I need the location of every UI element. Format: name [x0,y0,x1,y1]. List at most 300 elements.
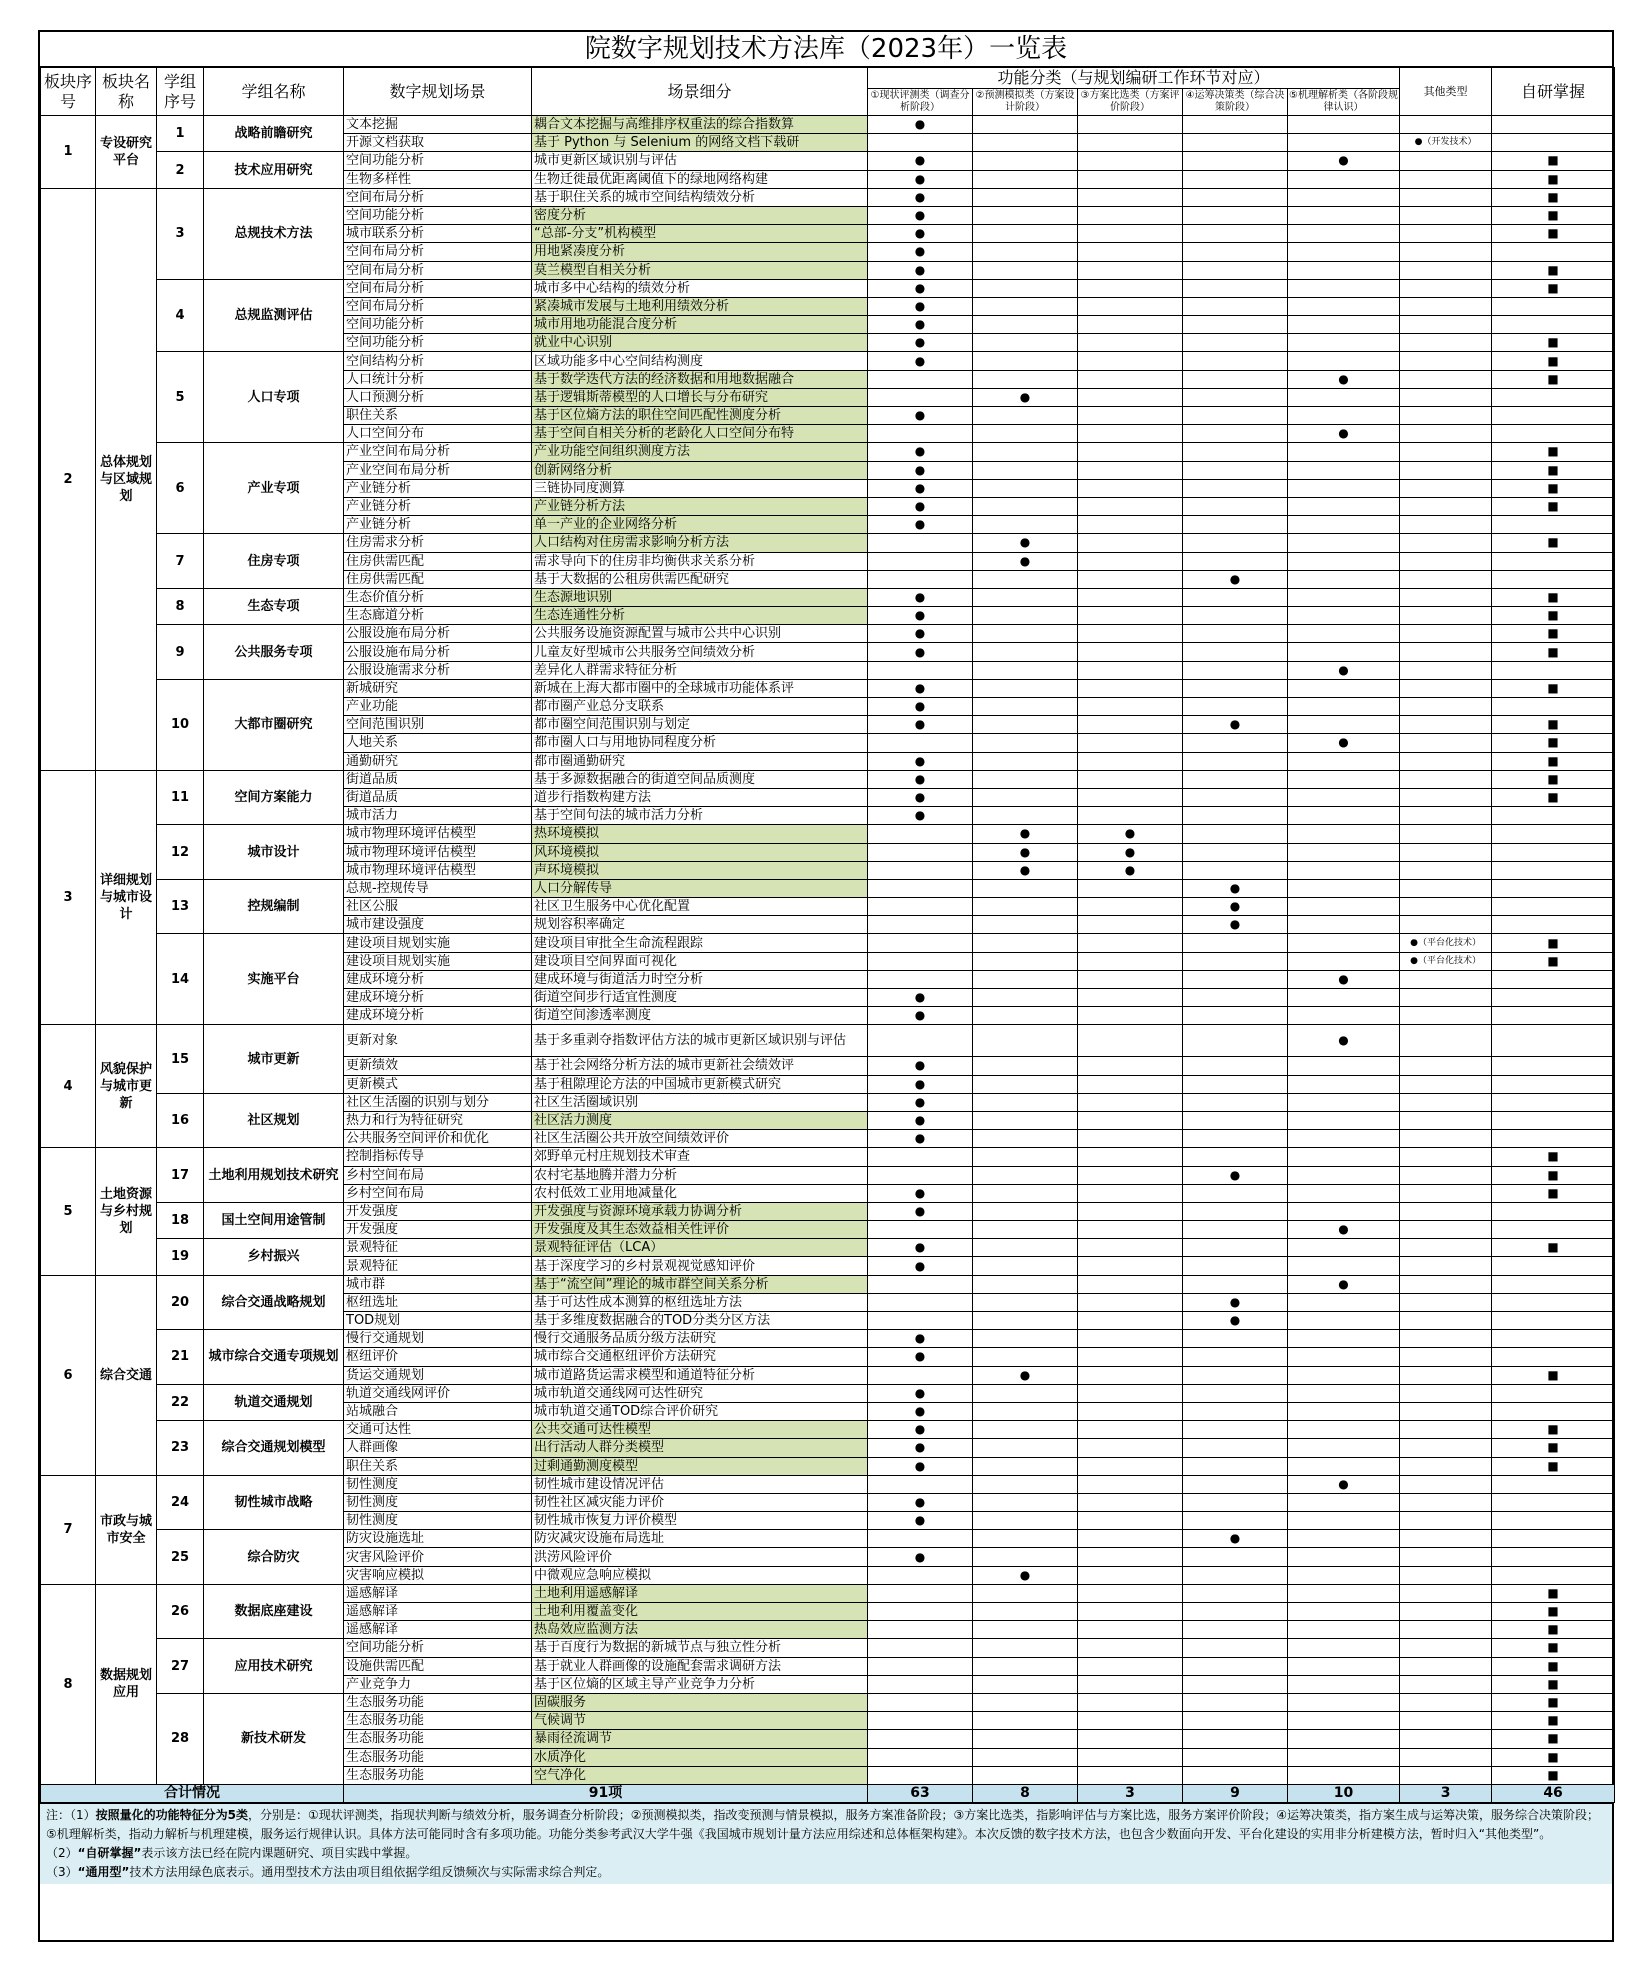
func-1-cell [868,134,973,152]
table-row [41,352,1615,370]
detail-cell: 基于可达性成本测算的枢纽选址方法 [532,1293,868,1311]
func-5-cell [1288,1402,1400,1420]
scene-cell: 生态价值分析 [344,588,532,606]
dot-mark: ● [914,298,926,313]
func-4-cell [1183,952,1288,970]
func-4-cell [1183,1184,1288,1202]
other-cell [1400,788,1492,806]
detail-cell: 基于 Python 与 Selenium 的网络文档下载研 [532,134,868,152]
other-cell [1400,1766,1492,1784]
scene-cell: 城市联系分析 [344,225,532,243]
self-cell [1492,1025,1615,1057]
detail-cell: 热岛效应监测方法 [532,1621,868,1639]
self-cell [1492,607,1615,625]
self-cell [1492,1457,1615,1475]
dot-mark: ● [1229,717,1241,732]
func-3-cell [1078,1657,1183,1675]
other-cell [1400,807,1492,825]
func-5-cell [1288,388,1400,406]
func-4-cell [1183,1730,1288,1748]
other-cell [1400,1657,1492,1675]
self-cell [1492,643,1615,661]
func-4-cell [1183,1007,1288,1025]
dot-mark: ● [914,1008,926,1023]
scene-cell: 产业功能 [344,698,532,716]
other-cell [1400,479,1492,497]
other-cell [1400,461,1492,479]
func-4-cell [1183,1693,1288,1711]
group-name: 城市更新 [204,1025,344,1093]
func-3-cell [1078,1603,1183,1621]
scene-cell: 生态服务功能 [344,1730,532,1748]
header-self: 自研掌握 [1492,68,1615,116]
func-1-cell [868,643,973,661]
func-2-cell [973,1712,1078,1730]
func-3-cell [1078,1457,1183,1475]
func-5-cell [1288,1584,1400,1602]
group-no: 15 [157,1025,204,1093]
square-mark: ■ [1547,280,1559,295]
func-2-cell [973,1730,1078,1748]
func-4-cell [1183,407,1288,425]
table-row [41,279,1615,297]
self-cell [1492,898,1615,916]
square-mark: ■ [1547,1604,1559,1619]
detail-cell: 用地紧凑度分析 [532,243,868,261]
func-3-cell [1078,1007,1183,1025]
func-5-cell [1288,552,1400,570]
func-5-cell [1288,297,1400,315]
func-3-cell [1078,170,1183,188]
func-2-cell [973,570,1078,588]
detail-cell: 生态连通性分析 [532,607,868,625]
func-1-cell [868,443,973,461]
dot-mark: ● [1019,1367,1031,1382]
func-3-cell [1078,479,1183,497]
func-2-cell [973,388,1078,406]
self-cell [1492,1093,1615,1111]
table-row [41,1639,1615,1657]
func-3-cell [1078,1712,1183,1730]
group-name: 大都市圈研究 [204,679,344,770]
self-cell [1492,625,1615,643]
group-no: 16 [157,1093,204,1148]
scene-cell: 空间功能分析 [344,1639,532,1657]
dot-mark: ● [914,680,926,695]
func-4-cell [1183,1366,1288,1384]
func-2-cell [973,952,1078,970]
func-5-cell [1288,370,1400,388]
dot-mark: ● [1338,371,1349,386]
dot-mark: ● [914,1440,926,1455]
func-5-cell [1288,1548,1400,1566]
square-mark: ■ [1547,353,1559,368]
square-mark: ■ [1547,626,1559,641]
detail-cell: 生态源地识别 [532,588,868,606]
func-3-cell [1078,297,1183,315]
func-1-cell [868,825,973,843]
detail-cell: 建设项目审批全生命流程跟踪 [532,934,868,952]
func-4-cell [1183,570,1288,588]
square-mark: ■ [1547,153,1559,168]
total-func-4: 9 [1183,1784,1288,1802]
func-4-cell [1183,861,1288,879]
func-5-cell [1288,243,1400,261]
square-mark: ■ [1547,1767,1559,1782]
scene-cell: 住房需求分析 [344,534,532,552]
func-2-cell [973,1111,1078,1129]
block-name: 风貌保护与城市更新 [96,1025,157,1148]
scene-cell: 乡村空间布局 [344,1184,532,1202]
other-cell [1400,443,1492,461]
scene-cell: 建成环境分析 [344,989,532,1007]
other-cell [1400,425,1492,443]
detail-cell: 社区活力测度 [532,1111,868,1129]
func-5-cell [1288,352,1400,370]
func-2-cell [973,679,1078,697]
scene-cell: 产业空间布局分析 [344,443,532,461]
func-1-cell [868,1530,973,1548]
detail-cell: 建设项目空间界面可视化 [532,952,868,970]
func-2-cell [973,661,1078,679]
total-func-5: 10 [1288,1784,1400,1802]
func-2-cell [973,1366,1078,1384]
group-name: 城市设计 [204,825,344,880]
total-other: 3 [1400,1784,1492,1802]
self-cell [1492,1148,1615,1166]
func-1-cell [868,552,973,570]
func-4-cell [1183,1202,1288,1220]
func-3-cell [1078,370,1183,388]
func-3-cell [1078,861,1183,879]
table-row [41,1584,1615,1602]
func-5-cell [1288,1312,1400,1330]
detail-cell: 基于租隙理论方法的中国城市更新模式研究 [532,1075,868,1093]
func-2-cell [973,1130,1078,1148]
func-4-cell [1183,1221,1288,1239]
func-1-cell [868,279,973,297]
detail-cell: 都市圈人口与用地协同程度分析 [532,734,868,752]
func-5-cell [1288,170,1400,188]
dot-mark: ● [914,771,926,786]
func-5-cell [1288,861,1400,879]
detail-cell: 中微观应急响应模拟 [532,1566,868,1584]
detail-cell: 城市多中心结构的绩效分析 [532,279,868,297]
other-cell: ●（平台化技术） [1400,934,1492,952]
func-5-cell [1288,116,1400,134]
dot-mark: ● [914,790,926,805]
detail-cell: 基于区位熵的区域主导产业竞争力分析 [532,1675,868,1693]
func-1-cell [868,1275,973,1293]
self-cell [1492,1007,1615,1025]
detail-cell: 城市轨道交通TOD综合评价研究 [532,1402,868,1420]
note-2-text: 表示该方法已经在院内课题研究、项目实践中掌握。 [141,1846,418,1861]
other-cell [1400,1639,1492,1657]
self-cell [1492,407,1615,425]
table-row [41,934,1615,952]
dot-mark: ● [1124,826,1136,841]
other-cell [1400,1202,1492,1220]
func-2-cell [973,1221,1078,1239]
scene-cell: 街道品质 [344,788,532,806]
note-2-heading: “自研掌握” [77,1846,142,1861]
dot-mark: ● [914,171,926,186]
dot-mark: ● [914,1058,926,1073]
other-cell [1400,1130,1492,1148]
func-4-cell [1183,734,1288,752]
func-4-cell [1183,1348,1288,1366]
func-1-cell [868,1439,973,1457]
note-3-heading: “通用型” [77,1865,130,1880]
self-cell [1492,1512,1615,1530]
func-4-cell [1183,770,1288,788]
func-5-cell [1288,607,1400,625]
func-4-cell [1183,788,1288,806]
self-cell [1492,516,1615,534]
dot-mark: ● [1338,1476,1349,1491]
func-1-cell [868,1766,973,1784]
group-name: 社区规划 [204,1093,344,1148]
func-4-cell [1183,1766,1288,1784]
group-no: 27 [157,1639,204,1694]
dot-mark: ● [914,753,926,768]
func-1-cell [868,1621,973,1639]
square-mark: ■ [1547,535,1559,550]
scene-cell: 空间布局分析 [344,188,532,206]
func-3-cell [1078,552,1183,570]
self-cell [1492,1493,1615,1511]
other-cell [1400,1748,1492,1766]
group-name: 实施平台 [204,934,344,1025]
func-5-cell [1288,316,1400,334]
func-4-cell [1183,134,1288,152]
square-mark: ■ [1547,262,1559,277]
self-cell [1492,1639,1615,1657]
func-1-cell [868,934,973,952]
other-cell [1400,734,1492,752]
group-no: 25 [157,1530,204,1585]
func-1-cell [868,607,973,625]
func-1-cell [868,588,973,606]
func-1-cell [868,807,973,825]
other-cell [1400,206,1492,224]
group-name: 生态专项 [204,588,344,624]
square-mark: ■ [1547,462,1559,477]
func-4-cell [1183,588,1288,606]
other-cell: ●（开发技术） [1400,134,1492,152]
func-4-cell [1183,1548,1288,1566]
scene-cell: 产业链分析 [344,497,532,515]
other-cell [1400,1221,1492,1239]
func-4-cell [1183,534,1288,552]
func-1-cell [868,116,973,134]
group-no: 23 [157,1421,204,1476]
func-3-cell [1078,1057,1183,1075]
func-5-cell [1288,1603,1400,1621]
scene-cell: 公服设施布局分析 [344,643,532,661]
func-4-cell [1183,297,1288,315]
func-5-cell [1288,1007,1400,1025]
other-cell [1400,261,1492,279]
self-cell [1492,1730,1615,1748]
detail-cell: 社区卫生服务中心优化配置 [532,898,868,916]
scene-cell: 社区公服 [344,898,532,916]
detail-cell: 过剩通勤测度模型 [532,1457,868,1475]
square-mark: ■ [1547,1713,1559,1728]
detail-cell: 城市更新区域识别与评估 [532,152,868,170]
func-1-cell [868,297,973,315]
scene-cell: 空间布局分析 [344,279,532,297]
group-name: 综合防灾 [204,1530,344,1585]
detail-cell: “总部-分支”机构模型 [532,225,868,243]
func-3-cell [1078,279,1183,297]
total-func-3: 3 [1078,1784,1183,1802]
func-4-cell [1183,116,1288,134]
scene-cell: 货运交通规划 [344,1366,532,1384]
detail-cell: 产业链分析方法 [532,497,868,515]
func-5-cell [1288,1621,1400,1639]
table-footer [41,1784,1615,1802]
other-cell [1400,352,1492,370]
func-1-cell [868,698,973,716]
other-cell [1400,407,1492,425]
func-3-cell [1078,1075,1183,1093]
self-cell [1492,170,1615,188]
func-3-cell [1078,843,1183,861]
group-name: 产业专项 [204,443,344,534]
func-1-cell [868,989,973,1007]
self-cell [1492,1693,1615,1711]
self-cell [1492,1566,1615,1584]
self-cell [1492,698,1615,716]
square-mark: ■ [1547,1622,1559,1637]
detail-cell: 单一产业的企业网络分析 [532,516,868,534]
func-1-cell [868,1657,973,1675]
table-row [41,879,1615,897]
dot-mark: ● [1124,862,1136,877]
self-cell [1492,1348,1615,1366]
func-5-cell [1288,970,1400,988]
func-1-cell [868,716,973,734]
detail-cell: 儿童友好型城市公共服务空间绩效分析 [532,643,868,661]
totals-row [41,1784,1615,1802]
group-name: 总规监测评估 [204,279,344,352]
func-5-cell [1288,1348,1400,1366]
self-cell [1492,443,1615,461]
self-cell [1492,716,1615,734]
group-name: 数据底座建设 [204,1584,344,1639]
scene-cell: 产业空间布局分析 [344,461,532,479]
func-2-cell [973,861,1078,879]
other-cell [1400,1366,1492,1384]
dot-mark: ● [914,280,926,295]
func-3-cell [1078,261,1183,279]
detail-cell: 人口结构对住房需求影响分析方法 [532,534,868,552]
func-4-cell [1183,497,1288,515]
square-mark: ■ [1547,1731,1559,1746]
dot-mark: ● [1229,880,1241,895]
func-1-cell [868,188,973,206]
other-cell [1400,188,1492,206]
group-name: 应用技术研究 [204,1639,344,1694]
group-no: 26 [157,1584,204,1639]
scene-cell: 建设项目规划实施 [344,952,532,970]
dot-mark: ● [1338,1033,1349,1048]
func-3-cell [1078,643,1183,661]
detail-cell: 都市圈空间范围识别与划定 [532,716,868,734]
dot-mark: ● [914,608,926,623]
dot-mark: ● [914,499,926,514]
dot-mark: ● [914,480,926,495]
func-2-cell [973,206,1078,224]
table-row [41,588,1615,606]
func-3-cell [1078,152,1183,170]
func-2-cell [973,1530,1078,1548]
func-2-cell [973,316,1078,334]
func-1-cell [868,316,973,334]
dot-mark: ● [914,244,926,259]
other-cell [1400,989,1492,1007]
func-3-cell [1078,1402,1183,1420]
func-4-cell [1183,934,1288,952]
scene-cell: 更新绩效 [344,1057,532,1075]
scene-cell: 职住关系 [344,407,532,425]
func-1-cell [868,261,973,279]
group-no: 8 [157,588,204,624]
other-cell [1400,1712,1492,1730]
self-cell [1492,588,1615,606]
func-3-cell [1078,516,1183,534]
group-name: 住房专项 [204,534,344,589]
square-mark: ■ [1547,480,1559,495]
total-func-2: 8 [973,1784,1078,1802]
dot-mark: ● [1338,735,1349,750]
other-cell [1400,388,1492,406]
detail-cell: 需求导向下的住房非均衡供求关系分析 [532,552,868,570]
func-4-cell [1183,752,1288,770]
func-4-cell [1183,1712,1288,1730]
group-no: 4 [157,279,204,352]
scene-cell: 城市活力 [344,807,532,825]
block-no: 3 [41,770,96,1025]
self-cell [1492,1330,1615,1348]
func-4-cell [1183,1093,1288,1111]
table-row [41,1421,1615,1439]
detail-cell: 创新网络分析 [532,461,868,479]
func-2-cell [973,534,1078,552]
detail-cell: 开发强度与资源环境承载力协调分析 [532,1202,868,1220]
other-cell [1400,625,1492,643]
square-mark: ■ [1547,171,1559,186]
dot-mark: ● [914,117,926,132]
other-cell [1400,1166,1492,1184]
table-row [41,1025,1615,1057]
func-5-cell [1288,679,1400,697]
func-1-cell [868,1675,973,1693]
func-1-cell [868,752,973,770]
func-3-cell [1078,989,1183,1007]
func-1-cell [868,734,973,752]
detail-cell: 固碳服务 [532,1693,868,1711]
scene-cell: 生物多样性 [344,170,532,188]
func-4-cell [1183,1293,1288,1311]
self-cell [1492,1439,1615,1457]
func-4-cell [1183,1402,1288,1420]
func-2-cell [973,752,1078,770]
func-3-cell [1078,770,1183,788]
other-cell [1400,843,1492,861]
square-mark: ■ [1547,499,1559,514]
